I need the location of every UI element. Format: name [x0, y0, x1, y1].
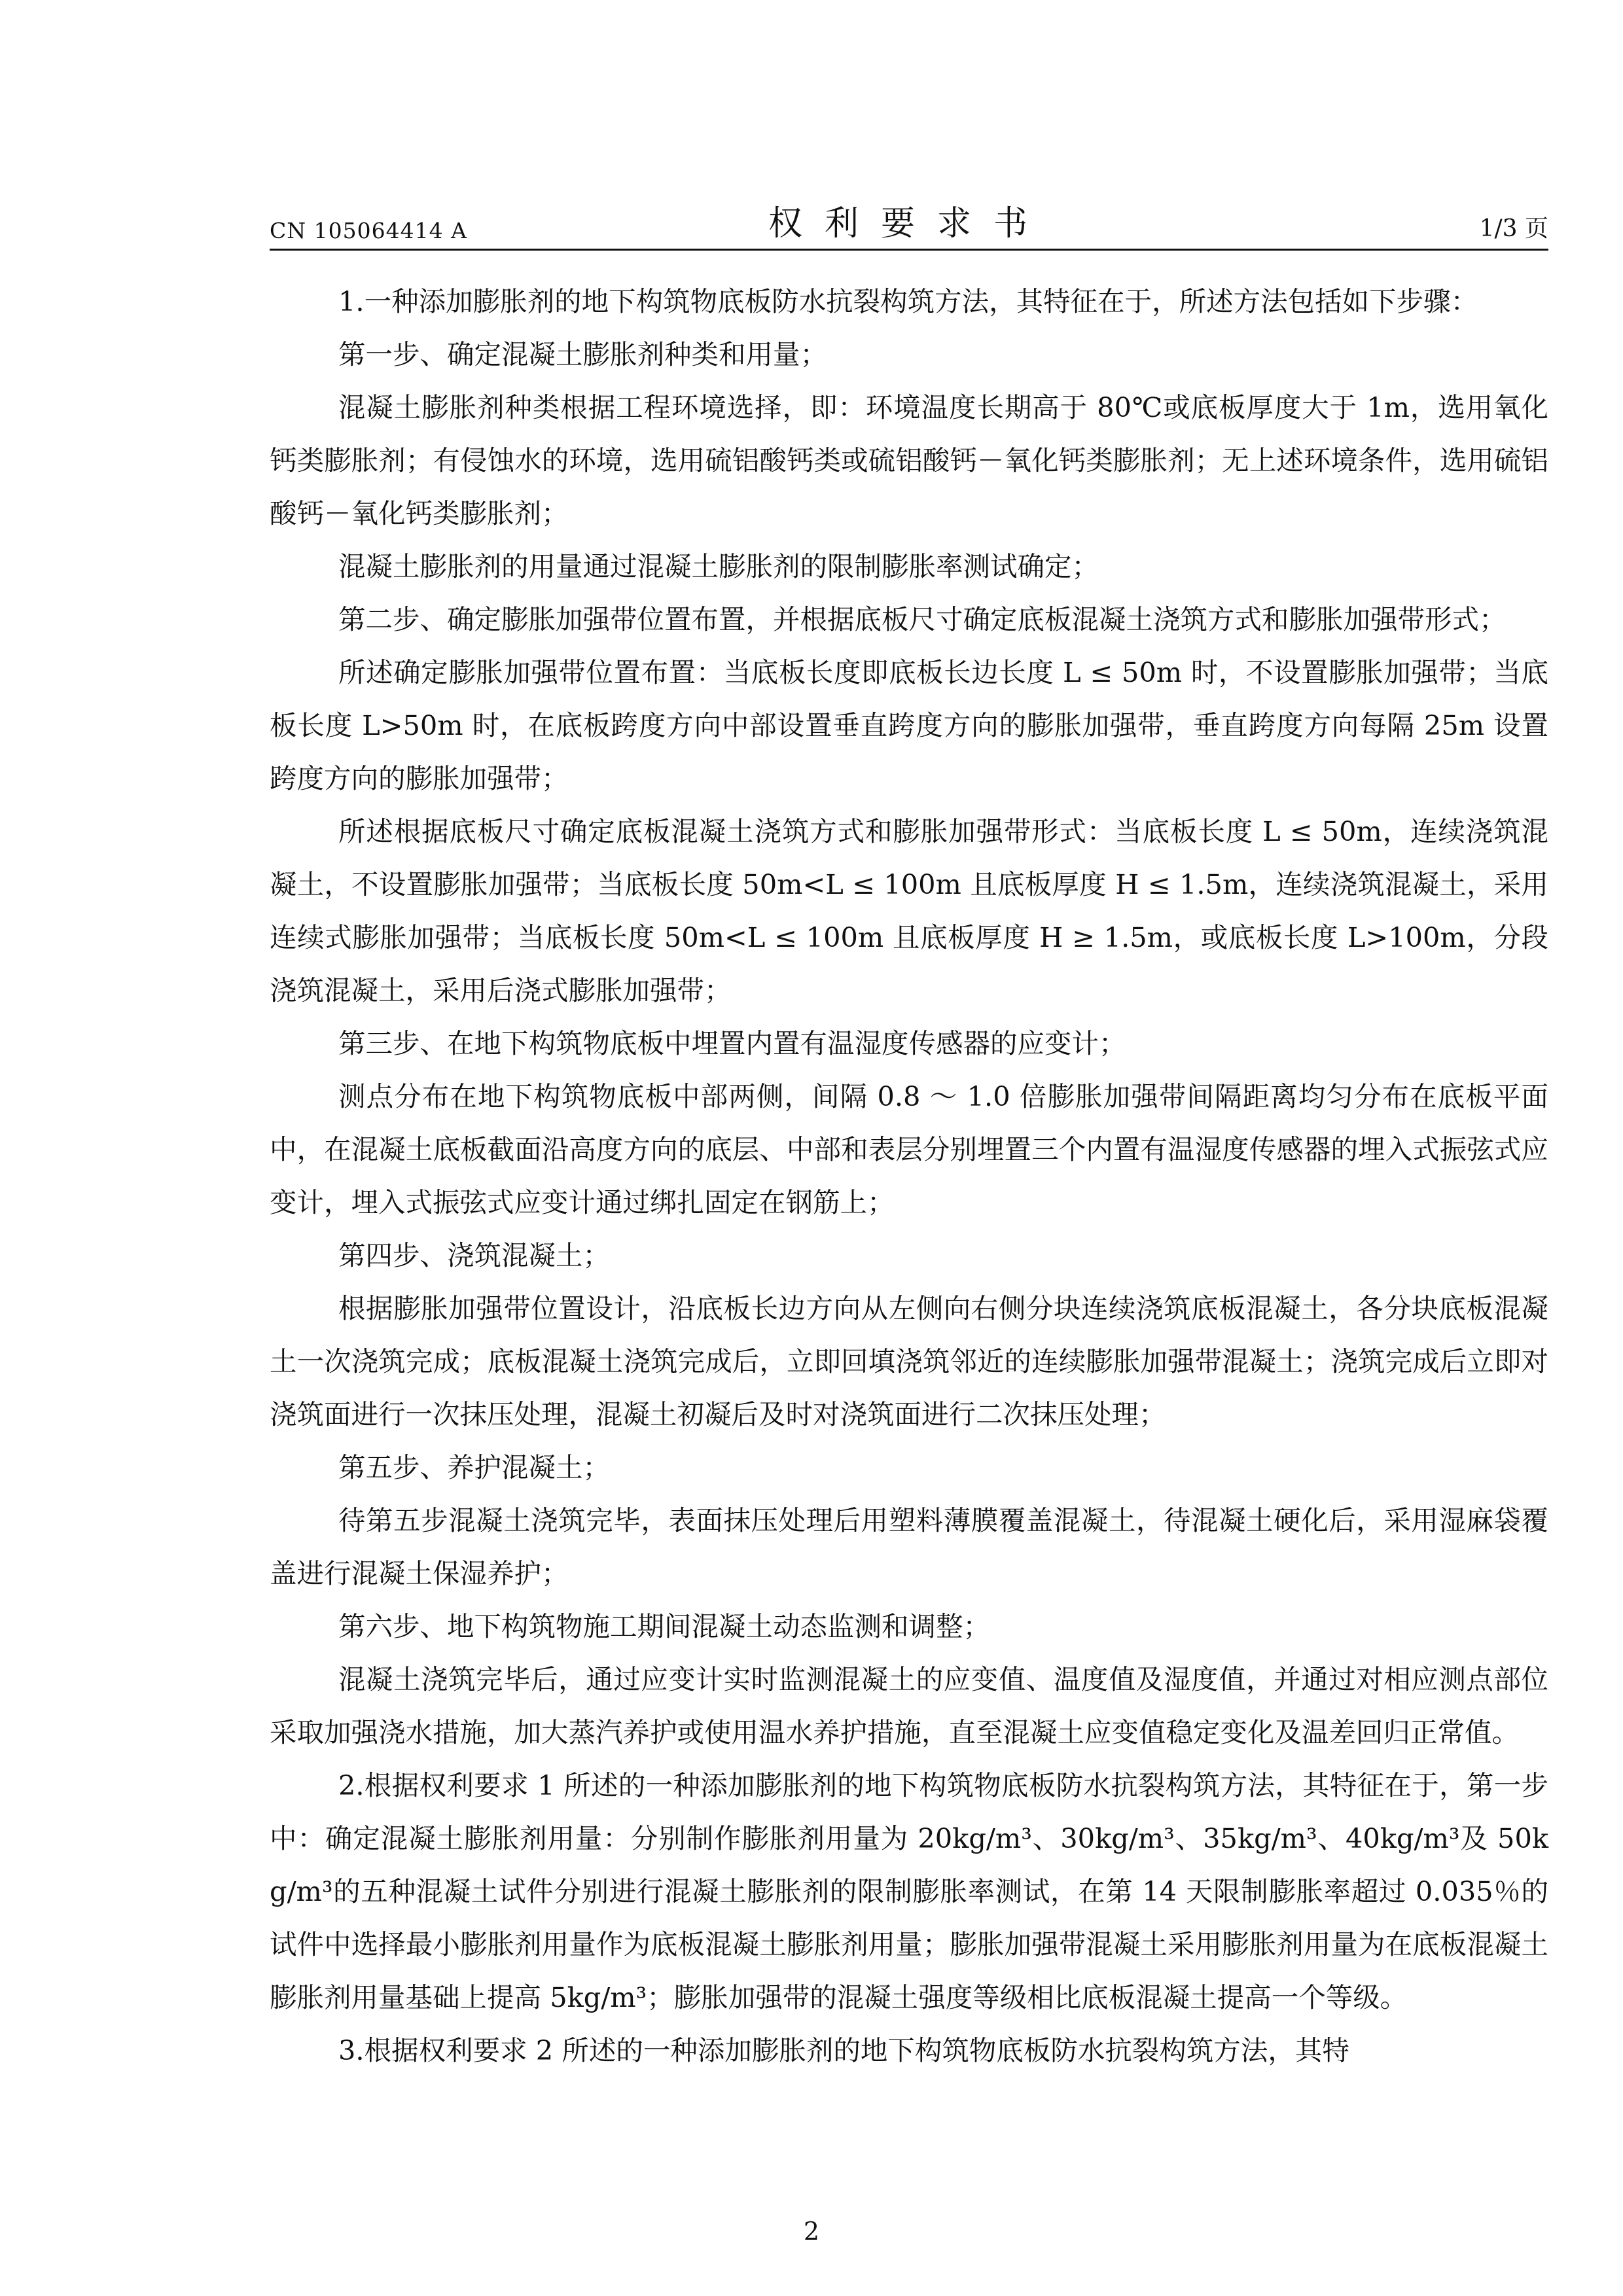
- publication-number: CN 105064414 A: [270, 218, 467, 243]
- claim-2: 2.根据权利要求 1 所述的一种添加膨胀剂的地下构筑物底板防水抗裂构筑方法，其特征在于，第一步中：确定混凝土膨胀剂用量：分别制作膨胀剂用量为 20kg/m³、30kg/m³、35kg/m³、40kg/m³及 50kg/m³的五种混凝土试件分别进行混凝土膨胀剂的限制膨胀率测试，在第 14 天限制膨胀率超过 0.035％的试件中选择最小膨胀剂用量作为底板混凝土膨胀剂用量；膨胀加强带混凝土采用膨胀剂用量为在底板混凝土膨胀剂用量基础上提高 5kg/m³；膨胀加强带的混凝土强度等级相比底板混凝土提高一个等级。: [270, 1769, 1548, 2013]
- step-2-heading: 第二步、确定膨胀加强带位置布置，并根据底板尺寸确定底板混凝土浇筑方式和膨胀加强带形式；: [338, 603, 1507, 635]
- step-6-monitoring: 混凝土浇筑完毕后，通过应变计实时监测混凝土的应变值、温度值及湿度值，并通过对相应测点部位采取加强浇水措施，加大蒸汽养护或使用温水养护措施，直至混凝土应变值稳定变化及温差回归正常值。: [270, 1663, 1548, 1748]
- page-number: 2: [803, 2217, 820, 2246]
- step-2-pouring-method: 所述根据底板尺寸确定底板混凝土浇筑方式和膨胀加强带形式：当底板长度 L ≤ 50m，连续浇筑混凝土，不设置膨胀加强带；当底板长度 50m<L ≤ 100m 且底板厚度 H ≤ 1.5m，连续浇筑混凝土，采用连续式膨胀加强带；当底板长度 50m<L ≤ 100m 且底板厚度 H ≥ 1.5m，或底板长度 L>100m，分段浇筑混凝土，采用后浇式膨胀加强带；: [270, 815, 1548, 1006]
- claim-3-start: 3.根据权利要求 2 所述的一种添加膨胀剂的地下构筑物底板防水抗裂构筑方法，其特: [338, 2034, 1349, 2066]
- page-header: [270, 188, 1548, 247]
- step-3-sensor-layout: 测点分布在地下构筑物底板中部两侧，间隔 0.8 ～ 1.0 倍膨胀加强带间隔距离均匀分布在底板平面中，在混凝土底板截面沿高度方向的底层、中部和表层分别埋置三个内置有温湿度传感器的埋入式振弦式应变计，埋入式振弦式应变计通过绑扎固定在钢筋上；: [270, 1080, 1548, 1218]
- header-rule: [270, 249, 1548, 251]
- step-5-curing: 待第五步混凝土浇筑完毕，表面抹压处理后用塑料薄膜覆盖混凝土，待混凝土硬化后，采用湿麻袋覆盖进行混凝土保湿养护；: [270, 1504, 1548, 1589]
- step-5-heading: 第五步、养护混凝土；: [338, 1451, 611, 1483]
- step-4-heading: 第四步、浇筑混凝土；: [338, 1239, 611, 1271]
- step-3-heading: 第三步、在地下构筑物底板中埋置内置有温湿度传感器的应变计；: [338, 1027, 1126, 1059]
- step-4-pouring: 根据膨胀加强带位置设计，沿底板长边方向从左侧向右侧分块连续浇筑底板混凝土，各分块底板混凝土一次浇筑完成；底板混凝土浇筑完成后，立即回填浇筑邻近的连续膨胀加强带混凝土；浇筑完成后立即对浇筑面进行一次抹压处理，混凝土初凝后及时对浇筑面进行二次抹压处理；: [270, 1292, 1548, 1430]
- page-count: 1/3 页: [1479, 215, 1548, 242]
- step-1-type-selection: 混凝土膨胀剂种类根据工程环境选择，即：环境温度长期高于 80℃或底板厚度大于 1m，选用氧化钙类膨胀剂；有侵蚀水的环境，选用硫铝酸钙类或硫铝酸钙－氧化钙类膨胀剂；无上述环境条件，选用硫铝酸钙－氧化钙类膨胀剂；: [270, 391, 1548, 529]
- step-2-band-layout: 所述确定膨胀加强带位置布置：当底板长度即底板长边长度 L ≤ 50m 时，不设置膨胀加强带；当底板长度 L>50m 时，在底板跨度方向中部设置垂直跨度方向的膨胀加强带，垂直跨度方向每隔 25m 设置跨度方向的膨胀加强带；: [270, 656, 1548, 794]
- document-title: 权利要求书: [768, 204, 1050, 243]
- step-6-heading: 第六步、地下构筑物施工期间混凝土动态监测和调整；: [338, 1610, 991, 1642]
- step-1-heading: 第一步、确定混凝土膨胀剂种类和用量；: [338, 338, 828, 370]
- claim-1-intro: 1.一种添加膨胀剂的地下构筑物底板防水抗裂构筑方法，其特征在于，所述方法包括如下步骤：: [338, 285, 1478, 317]
- claims-body: [270, 275, 1548, 2077]
- step-1-dosage: 混凝土膨胀剂的用量通过混凝土膨胀剂的限制膨胀率测试确定；: [338, 550, 1099, 582]
